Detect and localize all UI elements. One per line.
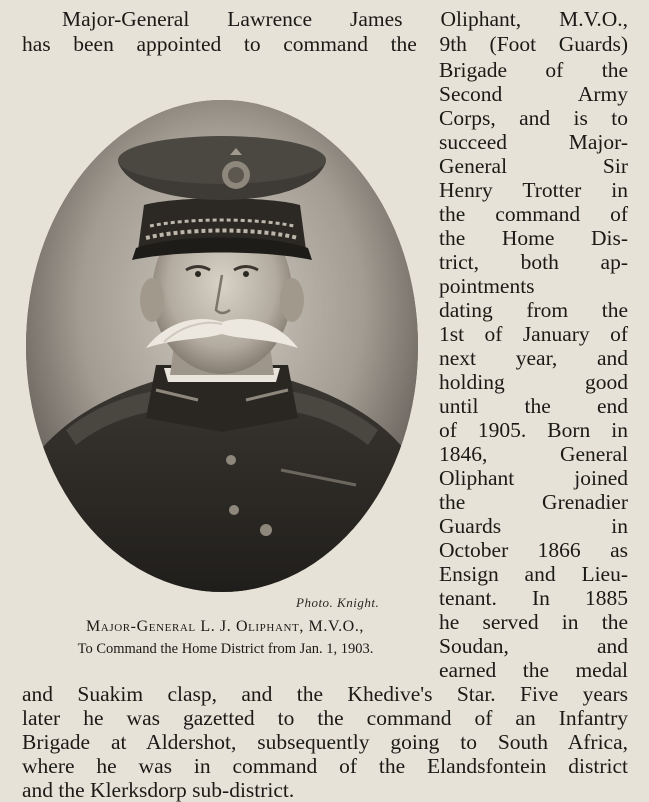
portrait-photo <box>26 100 418 592</box>
article-line: the Home Dis- <box>439 226 628 250</box>
article-line: of 1905. Born in <box>439 418 628 442</box>
article-line: dating from the <box>439 298 628 322</box>
article-line: and the Klerksdorp sub-district. <box>22 778 295 802</box>
article-line: later he was gazetted to the command of an Infantry <box>22 706 628 730</box>
article-line: the command of <box>439 202 628 226</box>
article-line: tenant. In 1885 <box>439 586 628 610</box>
article-line: October 1866 as <box>439 538 628 562</box>
caption-subtitle: To Command the Home District from Jan. 1, 1903. <box>77 641 374 657</box>
article-line: next year, and <box>439 346 628 370</box>
article-line: he served in the <box>439 610 628 634</box>
article-line: Henry Trotter in <box>439 178 628 202</box>
article-line: 1st of January of <box>439 322 628 346</box>
article-line: the Grenadier <box>439 490 628 514</box>
article-line: pointments <box>439 274 535 298</box>
article-line: succeed Major- <box>439 130 628 154</box>
article-line: Oliphant joined <box>439 466 628 490</box>
caption-title: Major-General L. J. Oliphant, M.V.O., <box>85 618 365 635</box>
article-line: Second Army <box>439 82 628 106</box>
article-line: has been appointed to command the 9th (Foot Guards) <box>22 32 628 56</box>
article-line: trict, both ap- <box>439 250 628 274</box>
article-line: 1846, General <box>439 442 628 466</box>
portrait-illustration <box>26 100 418 592</box>
article-line: and Suakim clasp, and the Khedive's Star. Five years <box>22 682 628 706</box>
article-line: Soudan, and <box>439 634 628 658</box>
photo-credit: Photo. Knight. <box>296 595 380 610</box>
article-line: until the end <box>439 394 628 418</box>
article-line: holding good <box>439 370 628 394</box>
article-line: Brigade at Aldershot, subsequently going to South Africa, <box>22 730 628 754</box>
article-line: Corps, and is to <box>439 106 628 130</box>
article-line: earned the medal <box>439 658 628 682</box>
article-line: Guards in <box>439 514 628 538</box>
article-line: Brigade of the <box>439 58 628 82</box>
article-line: General Sir <box>439 154 628 178</box>
article-line: Major-General Lawrence James Oliphant, M.V.O., <box>62 7 628 31</box>
article-line: Ensign and Lieu- <box>439 562 628 586</box>
article-line: where he was in command of the Elandsfontein district <box>22 754 628 778</box>
